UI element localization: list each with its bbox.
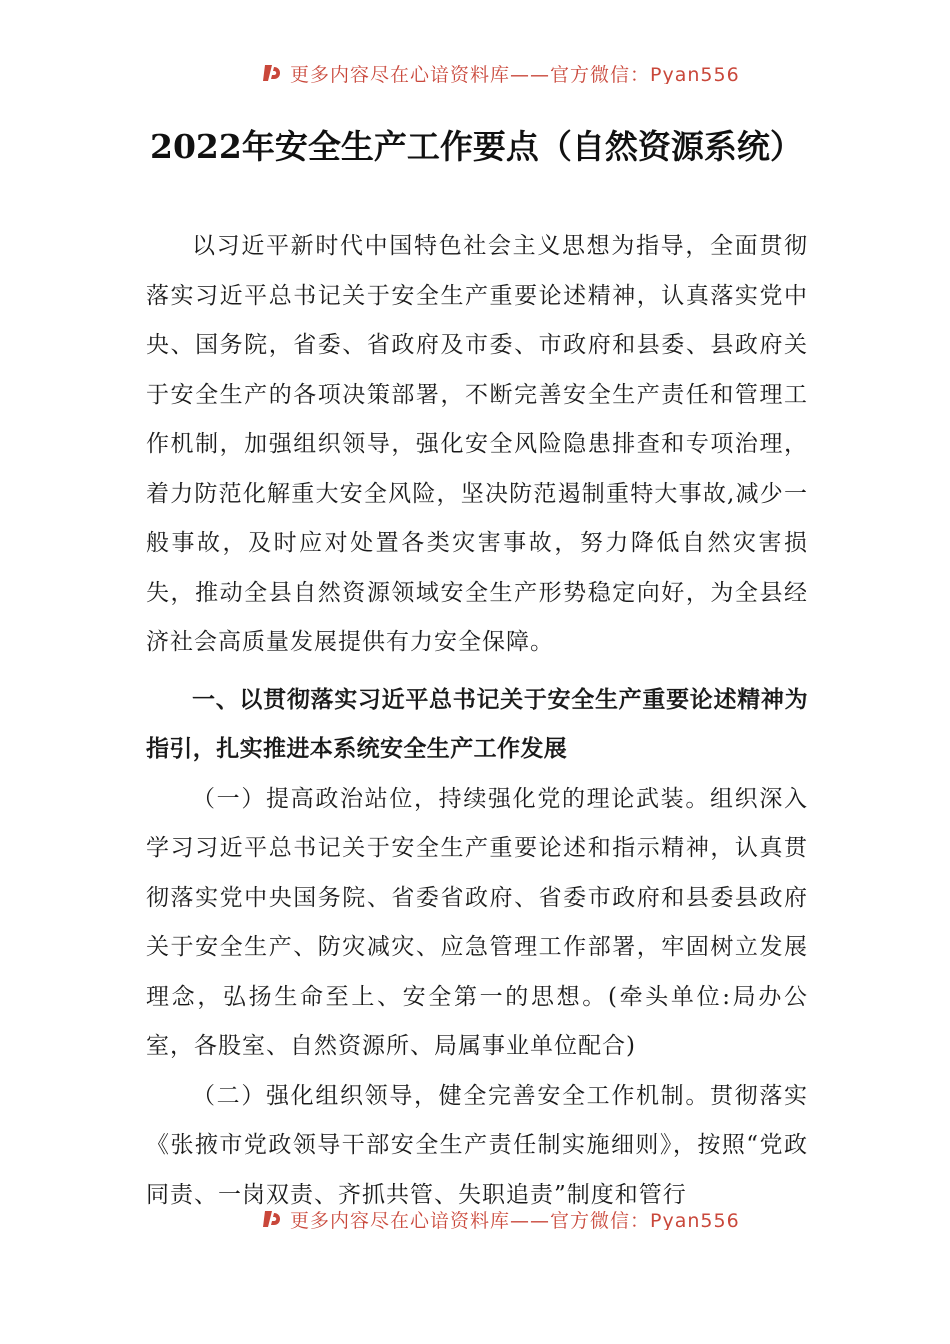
list-item: （二）强化组织领导，健全完善安全工作机制。贯彻落实《张掖市党政领导干部安全生产责任制实施细则》，按照“党政同责、一岗双责、齐抓共管、失职追责”制度和管行 bbox=[146, 1082, 808, 1208]
watermark-text: 更多内容尽在心谙资料库——官方微信：Pyan556 bbox=[290, 1209, 740, 1230]
document-body bbox=[146, 222, 808, 1220]
watermark-text: 更多内容尽在心谙资料库——官方微信：Pyan556 bbox=[290, 63, 740, 84]
watermark-footer bbox=[262, 1208, 782, 1230]
document-title: 2022年安全生产工作要点（自然资源系统） bbox=[150, 127, 803, 166]
brand-logo-icon bbox=[262, 62, 284, 84]
list-item: （一）提高政治站位，持续强化党的理论武装。组织深入学习习近平总书记关于安全生产重要论述和指示精神，认真贯彻落实党中央国务院、省委省政府、省委市政府和县委县政府关于安全生产、防灾减灾、应急管理工作部署，牢固树立发展理念，弘扬生命至上、安全第一的思想。(牵头单位:局办公室，各股室、自然资源所、局属事业单位配合) bbox=[146, 785, 808, 1059]
intro-paragraph: 以习近平新时代中国特色社会主义思想为指导，全面贯彻落实习近平总书记关于安全生产重要论述精神，认真落实党中央、国务院，省委、省政府及市委、市政府和县委、县政府关于安全生产的各项决策部署，不断完善安全生产责任和管理工作机制，加强组织领导，强化安全风险隐患排查和专项治理，着力防范化解重大安全风险，坚决防范遏制重特大事故,减少一般事故，及时应对处置各类灾害事故，努力降低自然灾害损失，推动全县自然资源领域安全生产形势稳定向好，为全县经济社会高质量发展提供有力安全保障。 bbox=[146, 233, 808, 655]
brand-logo-icon bbox=[262, 1208, 284, 1230]
section-heading: 一、以贯彻落实习近平总书记关于安全生产重要论述精神为指引，扎实推进本系统安全生产工作发展 bbox=[146, 686, 808, 762]
watermark-header bbox=[262, 62, 782, 84]
